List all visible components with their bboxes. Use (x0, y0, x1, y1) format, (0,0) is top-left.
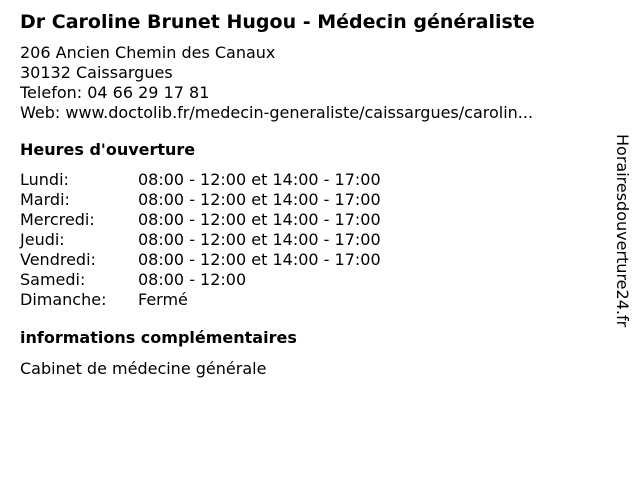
time-range: 08:00 - 12:00 et 14:00 - 17:00 (138, 190, 381, 209)
site-watermark: Horairesdouverture24.fr (613, 134, 632, 328)
additional-info-text: Cabinet de médecine générale (20, 359, 267, 378)
website-link[interactable]: Web: www.doctolib.fr/medecin-generaliste/caissargues/carolin... (20, 103, 534, 122)
practice-title: Dr Caroline Brunet Hugou - Médecin généraliste (20, 11, 535, 33)
hours-row-sunday (20, 290, 600, 310)
time-range: Fermé (138, 290, 188, 309)
hours-row-friday (20, 250, 600, 270)
time-range: 08:00 - 12:00 et 14:00 - 17:00 (138, 170, 381, 189)
hours-row-wednesday (20, 210, 600, 230)
hours-row-thursday (20, 230, 600, 250)
hours-row-monday (20, 170, 600, 190)
time-range: 08:00 - 12:00 et 14:00 - 17:00 (138, 230, 381, 249)
additional-info-heading: informations complémentaires (20, 328, 297, 347)
hours-row-saturday (20, 270, 600, 290)
address-line-2: 30132 Caissargues (20, 63, 173, 82)
address-line-1: 206 Ancien Chemin des Canaux (20, 43, 276, 62)
day-label: Vendredi: (20, 250, 96, 269)
day-label: Lundi: (20, 170, 69, 189)
time-range: 08:00 - 12:00 et 14:00 - 17:00 (138, 250, 381, 269)
phone-number: Telefon: 04 66 29 17 81 (20, 83, 210, 102)
practice-card (20, 10, 600, 379)
time-range: 08:00 - 12:00 et 14:00 - 17:00 (138, 210, 381, 229)
hours-row-tuesday (20, 190, 600, 210)
day-label: Mardi: (20, 190, 70, 209)
day-label: Samedi: (20, 270, 86, 289)
day-label: Dimanche: (20, 290, 107, 309)
day-label: Jeudi: (20, 230, 65, 249)
day-label: Mercredi: (20, 210, 95, 229)
opening-hours-heading: Heures d'ouverture (20, 140, 196, 159)
opening-hours-table (20, 170, 600, 310)
time-range: 08:00 - 12:00 (138, 270, 247, 289)
